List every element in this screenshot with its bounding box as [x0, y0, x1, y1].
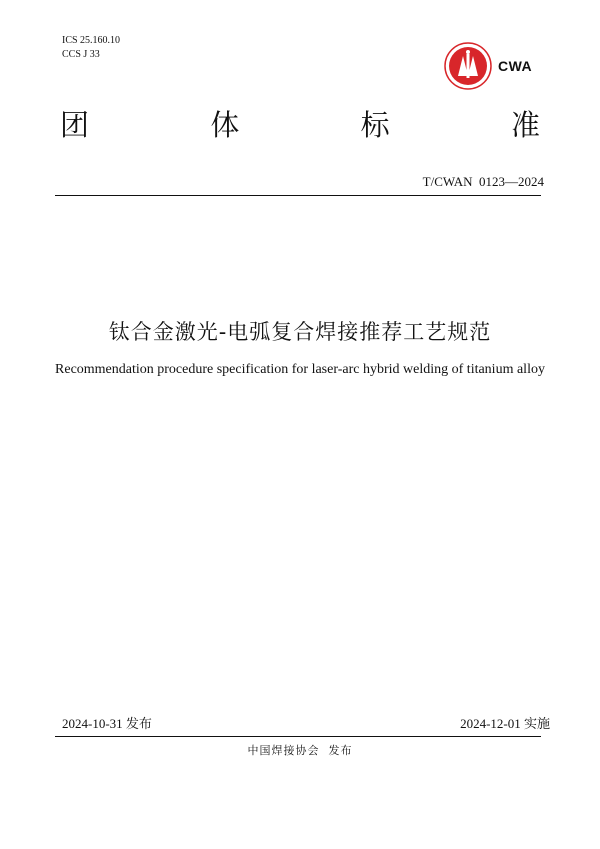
logo-text: CWA [498, 58, 533, 74]
cwa-emblem-icon [444, 42, 492, 90]
classification-codes [62, 34, 120, 62]
implement-date: 2024-12-01 实施 [460, 716, 550, 731]
top-divider [55, 195, 541, 196]
cwa-logo [444, 42, 492, 90]
ccs-code: CCS J 33 [62, 49, 100, 60]
ics-code: ICS 25.160.10 [62, 35, 121, 46]
standard-number: T/CWAN 0123—2024 [422, 174, 544, 189]
standard-type-char: 标 [360, 108, 390, 142]
standard-type-char: 团 [60, 108, 90, 142]
issuer: 中国焊接协会 发布 [247, 744, 353, 757]
bottom-divider [55, 736, 541, 737]
standard-type-char: 体 [210, 108, 240, 142]
standard-type-title [60, 108, 540, 142]
standard-type-char: 准 [510, 108, 540, 142]
english-title: Recommendation procedure specification for laser-arc hybrid welding of titanium alloy [55, 362, 545, 377]
chinese-title: 钛合金激光-电弧复合焊接推荐工艺规范 [108, 320, 492, 344]
publish-date: 2024-10-31 发布 [62, 716, 152, 731]
